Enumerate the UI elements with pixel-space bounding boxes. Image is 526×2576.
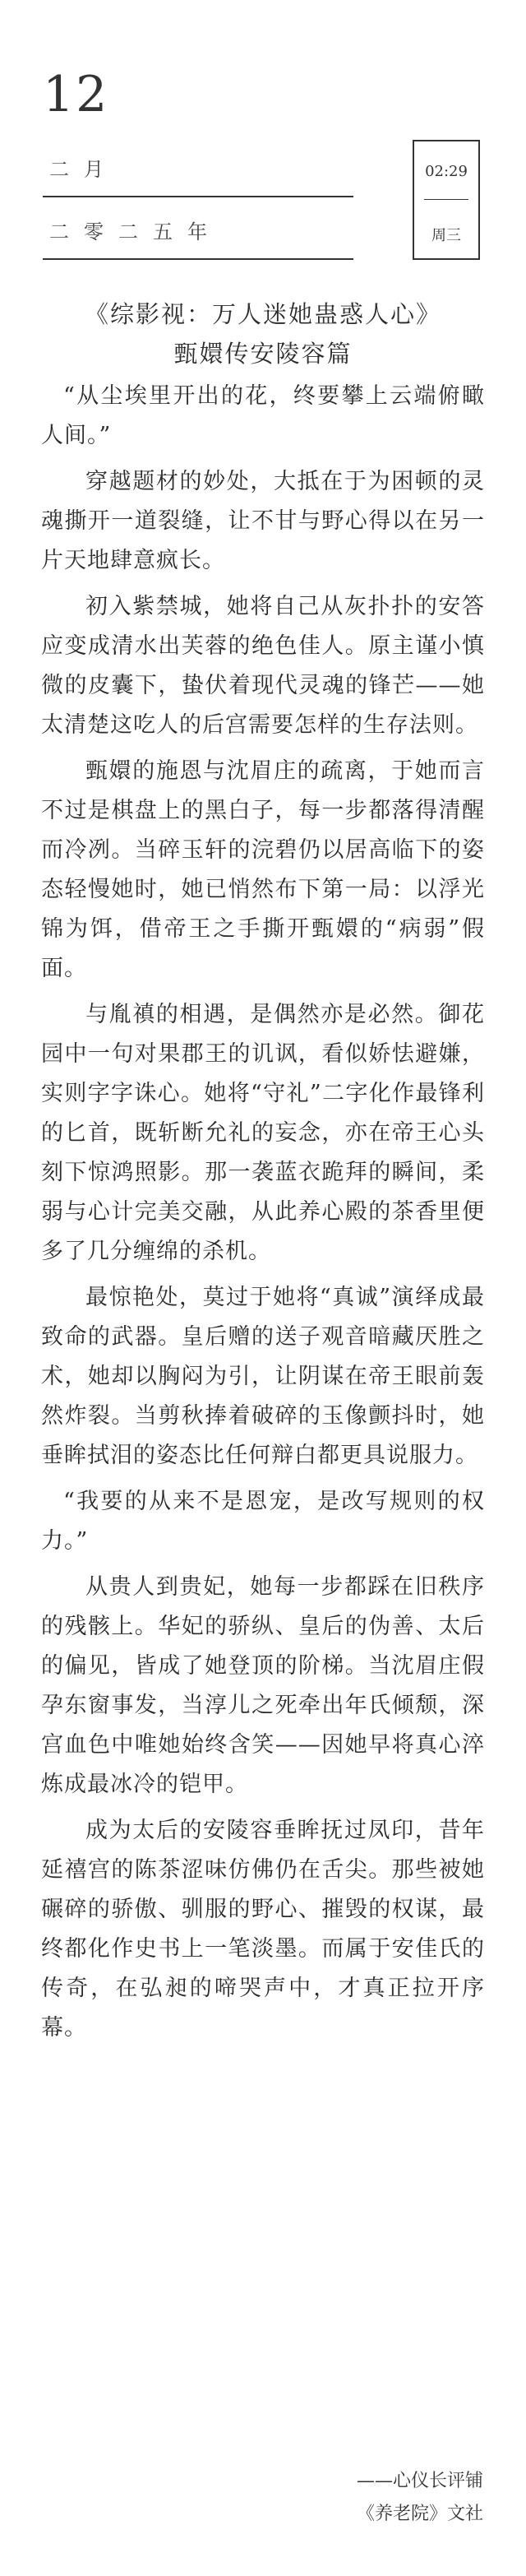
weekday-label: 周三: [431, 227, 461, 244]
time-label: 02:29: [425, 163, 468, 180]
article-paragraph: “从尘埃里开出的花，终要攀上云端俯瞰人间。”: [41, 383, 485, 448]
article-title: 《综影视：万人迷她蛊惑人心》: [84, 300, 441, 328]
article-subtitle: 甄嬛传安陵容篇: [173, 340, 353, 368]
article-paragraph: 穿越题材的妙处，大抵在于为困顿的灵魂撕开一道裂缝，让不甘与野心得以在另一片天地肆意疯长。: [41, 469, 485, 573]
year-label: 二零二五年: [49, 220, 222, 243]
month-label: 二月: [49, 158, 118, 181]
date-header: [0, 0, 526, 313]
signature-author: ——心仪长评铺: [356, 2471, 483, 2491]
article-paragraph: 最惊艳处，莫过于她将“真诚”演绎成最致命的武器。皇后赠的送子观音暗藏厌胜之术，她却以胸闷为引，让阴谋在帝王眼前轰然炸裂。当剪秋捧着破碎的玉像颤抖时，她垂眸拭泪的姿态比任何辩白都更具说服力。: [41, 1285, 485, 1468]
article-paragraph: “我要的从来不是恩宠，是改写规则的权力。”: [41, 1489, 485, 1554]
article-body: [41, 296, 485, 2055]
divider-line: [43, 196, 353, 197]
time-box: [413, 140, 480, 260]
article-paragraph: 从贵人到贵妃，她每一步都踩在旧秩序的残骸上。华妃的骄纵、皇后的伪善、太后的偏见，皆成了她登顶的阶梯。当沈眉庄假孕东窗事发，当淳儿之死牵出年氏倾颓，深宫血色中唯她始终含笑——因她早将真心淬炼成最冰冷的铠甲。: [41, 1574, 485, 1797]
day-number: 12: [43, 66, 109, 123]
article-paragraph: 初入紫禁城，她将自己从灰扑扑的安答应变成清水出芙蓉的绝色佳人。原主谨小慎微的皮囊下，蛰伏着现代灵魂的锋芒——她太清楚这吃人的后宫需要怎样的生存法则。: [41, 594, 485, 738]
article-paragraph: 成为太后的安陵容垂眸抚过凤印，昔年延禧宫的陈茶涩味仿佛仍在舌尖。那些被她碾碎的骄傲、驯服的野心、摧毁的权谋，最终都化作史书上一笔淡墨。而属于安佳氏的传奇，在弘昶的啼哭声中，才真正拉开序幕。: [41, 1818, 485, 2041]
divider-line: [43, 258, 353, 260]
signature-source: 《养老院》文社: [356, 2504, 483, 2524]
time-box-divider: [424, 199, 468, 200]
article-paragraph: 与胤禛的相遇，是偶然亦是必然。御花园中一句对果郡王的讥讽，看似娇怯避嫌，实则字字诛心。她将“守礼”二字化作最锋利的匕首，既斩断允礼的妄念，亦在帝王心头刻下惊鸿照影。那一袭蓝衣跪拜的瞬间，柔弱与心计完美交融，从此养心殿的茶香里便多了几分缠绵的杀机。: [41, 1002, 485, 1264]
article-paragraph: 甄嬛的施恩与沈眉庄的疏离，于她而言不过是棋盘上的黑白子，每一步都落得清醒而冷冽。当碎玉轩的浣碧仍以居高临下的姿态轻慢她时，她已悄然布下第一局：以浮光锦为饵，借帝王之手撕开甄嬛的“病弱”假面。: [41, 758, 485, 981]
